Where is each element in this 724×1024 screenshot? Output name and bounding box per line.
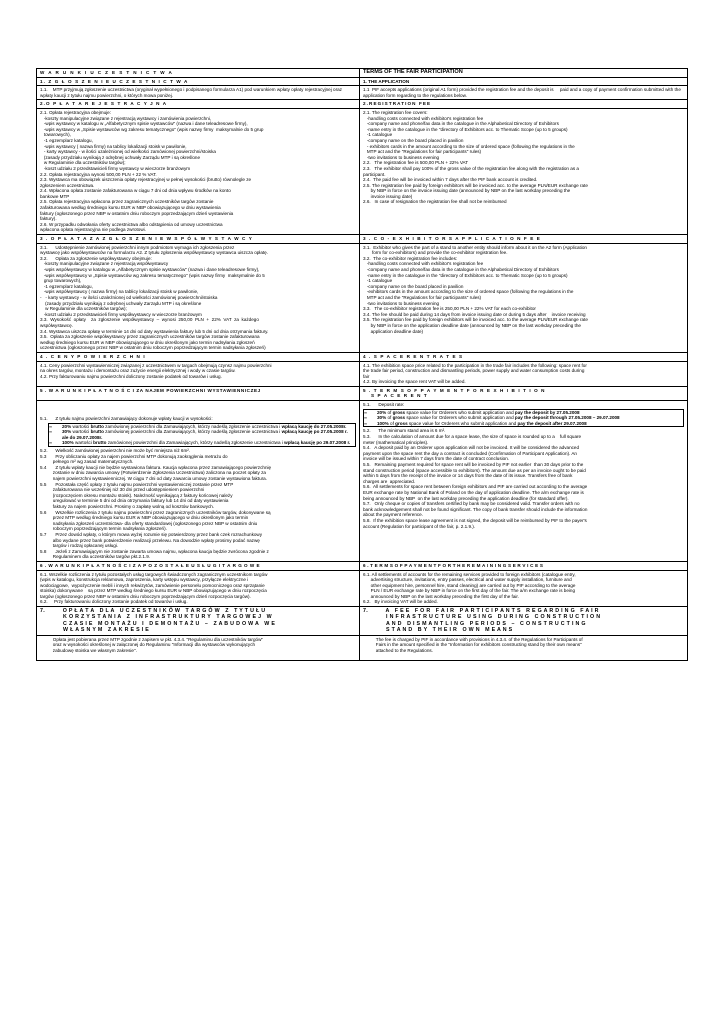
header-en: TERMS OF THE FAIR PARTICIPATION: [360, 69, 688, 78]
s3-body-pl: [37, 243, 360, 352]
text-line: 5.7. Only cheque or copies of transfers certified by bank may be considered valid. Transfer orders with no: [363, 501, 580, 507]
text-line: being announced by NBP on the last workday preceding the application deadline (for standard offer).: [363, 495, 569, 501]
text-line: invoice will be issued within 7 days from the date of contract conclusion.: [363, 456, 510, 462]
text-line: fair: [363, 373, 370, 379]
text-line: 2.3. Wystawca ma obowiązek uiszczenia opłaty rejestracyjnej w pełnej wysokości (brutto) równolegle ze: [40, 177, 252, 183]
s5-en-bullets: [363, 409, 684, 428]
s5-body-en: [360, 401, 688, 562]
s6-title-pl: 6 . W A R U N K I P Ł A T N O Ś C I Z A P O Z O S T A Ł E U S Ł U G I T A R G O W E: [37, 561, 360, 570]
text-line: najem powierzchni wystawienniczej. W ciągu 7 dni od daty zawarcia umowy zostanie wystawiona faktura.: [40, 476, 267, 481]
text-line: 5.2. The minimum stand area is 6 m².: [363, 428, 446, 434]
text-line: 3.2. The co-exhibitor registration fee includes:: [363, 255, 458, 261]
text-line: -koszty manipulacyjne związane z rejestracją wystawcy i zamówienia powierzchni,: [40, 115, 212, 121]
text-line: -name entry in the catalogue in the "directory of Exhibitors acc. to Thematic Scope (up to 5 groups): [363, 272, 568, 278]
text-line: zgłoszeniem uczestnictwa.: [40, 182, 95, 188]
text-line: towarowych),: [40, 132, 71, 138]
text-line: 6.1. Wszelkie rozliczenia z tytułu pozostałych usług targowych świadczonych zagranicznym uczestnikom targów: [40, 571, 268, 577]
text-line: -wpis wystawcy w katalogu w „Alfabetycznym spisie wystawców" (nazwa i dane teleadresowe firmy),: [40, 121, 248, 127]
s5-title-en: [360, 386, 688, 400]
s5-pl-bullets: [48, 423, 356, 447]
text-line: -handling costs connected with exhibitor's registration fee: [363, 115, 484, 121]
text-line: about the payment reference.: [363, 512, 424, 518]
s5-body-pl: [37, 401, 360, 562]
text-line: 2.6. In case of resignation the registration fee shall not be reimbursed: [363, 199, 507, 205]
text-line: within 5 days from the receipt of the invoice or 14 days from the date of its issue. Transfers free of bank: [363, 473, 573, 479]
text-line: S T A N D B Y T H E I R O W N M E A N S: [363, 627, 513, 634]
text-line: C Z A S I E M O N T A Ż U I D E M O N T A Ż U – Z A B U D O W A W E: [40, 620, 276, 627]
text-line: meter (mathematical principles).: [363, 439, 429, 445]
text-line: -1 egzemplarz katalogu,: [40, 283, 93, 289]
text-line: 5.6. All settlements for space rent between foreign exhibitors and PIF are carried out according to the average: [363, 484, 588, 490]
bullet-marker: ∞: [364, 420, 368, 426]
text-line: (wpis w katalogu, konstrukcja reklamowa, zaproszenia, karty wstępu wystawcy, przyłącze elektryczne i: [40, 577, 249, 583]
text-line: 5.4 Z tytułu wpłaty kaucji nie będzie wystawiona faktura. Kaucja wpłacona przez zamawiającego powierzchnię: [40, 464, 272, 470]
text-line: 3.4. The fee should be paid during 14 days from invoice issuing date or during 5 days after invoice receiving: [363, 311, 586, 317]
text-line: -wpis współwystawcy w „Spisie wystawców wg zakresu tematycznego" (wpis nazwy firmy maksymalnie do 5: [40, 272, 265, 278]
text-line: 3.2. Opłata za zgłoszenie współwystawcy obejmuje:: [40, 255, 152, 261]
text-line: 4.2. By invoicing the space rent VAT will be added.: [363, 379, 466, 385]
text-line: bank acknowledgement shall not be found significant. The copy of bank transfer should include the information: [363, 506, 588, 512]
s5-title-en-line2: S P A C E R E N T: [371, 393, 428, 399]
s7-body-en: [360, 635, 688, 660]
s2-body-row: [37, 108, 688, 234]
text-line: by NBP in force on the invoice issuing date (announced by NBP on the last workday preceding the: [363, 188, 571, 194]
text-line: -koszty manipulacyjne związane z rejestracją współwystawcy: [40, 261, 169, 267]
bullet-marker: ∞: [49, 429, 53, 435]
text-line: roboczym poprzedzającym termin nadsyłania zgłoszeń).: [40, 526, 167, 532]
text-line: Fairs in the amount specified in the "Information for exhibitors constructing stand by their own means": [363, 642, 582, 648]
text-line: account (Regulation for participant of the fair, p. 2.1.9.).: [363, 523, 476, 529]
s5-en-lines: [363, 428, 684, 529]
deposit-bullet: [364, 421, 683, 427]
s3-title-en: 3 . C O - E X H I B I T O R S A P P L I C A T I O N F E E: [360, 235, 688, 244]
bullet-marker: ∞: [49, 423, 53, 429]
text-line: 4.1. The exhibition space price related to the participation in the trade fair includes the following: space rent for: [363, 362, 587, 368]
text-line: 5.5. Remaining payment required for space rent will be invoiced by PIF not earlier than 30 days prior to the: [363, 462, 584, 467]
text-line: 5.7 Przez dowód wpłaty, o którym mowa wyżej rozumie się potwierdzony przez bank czek rozrachunkowy: [40, 531, 263, 537]
text-line: -two invitations to business evening: [363, 154, 440, 160]
text-line: application deadline date): [363, 328, 424, 334]
s1-body-pl: [37, 86, 360, 100]
deposit-bullet: [49, 440, 355, 446]
text-line: -koszt udziału 2 przedstawicieli firmy wystawcy w wieczorze branżowym: [40, 165, 191, 171]
text-line: zabudowę stoiska we własnym zakresie".: [40, 647, 137, 653]
text-line: -1 egzemplarz katalogu,: [40, 137, 93, 143]
text-line: 2.5. The registration fee paid by foreign exhibitors will be invoiced acc. to the average PLN/EUR exchange rate: [363, 182, 588, 188]
text-line: -name entry in the catalogue in the "directory of Exhibitors acc. to Thematic Scope (up to 5 groups): [363, 126, 568, 132]
text-line: EUR exchange rate by National Bank of Poland on the day of application deadline. The a/m exchange rate is: [363, 489, 584, 495]
s4-title-row: [37, 352, 688, 361]
s2-title-en: 2.REGISTRATION FEE: [360, 100, 688, 109]
text-line: 2.5. Opłata rejestracyjna wpłacona przez zagranicznych uczestników targów zostanie: [40, 199, 214, 205]
text-line: - exhibitors cards in the amount according to the size of ordered space (following the regulations in the: [363, 143, 575, 149]
text-line: targów i rodzaj opłacanej usługi.: [40, 543, 119, 549]
text-line: 7. O P Ł A T A D L A U C Z E S T N I K Ó W T A R G Ó W Z T Y T U Ł U: [40, 608, 266, 615]
text-line: uregulować w terminie 5 dni od dnia otrzymania faktury lub 14 dni od daty wystawienia: [40, 498, 229, 504]
text-line: participant.: [363, 171, 386, 177]
s4-body-pl: [37, 361, 360, 386]
text-line: 3.1. Exhibitor who gives the part of a stand to another entity should inform about it on the A2 form (Application: [363, 244, 587, 250]
text-line: -wpis wystawcy w „Spisie wystawców wg zakresu tematycznego" (wpis nazwy firmy maksymalnie do 5 grup: [40, 126, 264, 132]
text-line: nadsyłania zgłoszeń uczestnictwa- dla oferty standardowej (ogłoszonego przez NBP w ostatnim dniu: [40, 520, 258, 526]
text-line: w Regulaminie dla uczestników targów);: [40, 160, 126, 166]
text-line: -two invitations to business evening: [363, 300, 440, 306]
s7-title-pl: [37, 607, 360, 636]
terms-document: [36, 68, 687, 661]
text-line: form for co-exhibitors) and provide the co-exhibitor registration fee.: [363, 250, 508, 256]
text-line: -wpis współwystawcy w katalogu w „Alfabetycznym spisie wystawców" (nazwa i dane teleadresowe firmy),: [40, 267, 260, 272]
text-line: -exhibitors cards in the amount according to the size of ordered space (following the regulations in the: [363, 289, 574, 295]
text-line: -1 catalogue: [363, 132, 393, 138]
text-line: (zasady przydziału wynikają z odrębnej uchwały Zarządu MTP i są określone: [40, 300, 202, 306]
s1-pl-text: 1.1. MTP przyjmują zgłoszenie uczestnictwa (oryginał wypełnionego i podpisanego formularza A1) pod warunkiem wpłaty opłaty rejestracyjnej oraz wpłaty kaucji z tytułu najmu powierzchni, o których mowa poniżej.: [40, 87, 344, 98]
s4-title-pl: 4 . C E N Y P O W I E R Z C H N I: [37, 352, 360, 361]
s3-body-row: [37, 243, 688, 352]
deposit-bullet: [49, 429, 355, 440]
bullet-text: 100% wartości brutto zamówionej powierzchni dla Zamawiających, którzy nadeślą zgłoszenie uczestnictwa i wpłacą kaucję po 29.07.2008 r.: [62, 440, 351, 446]
text-line: -company name and phone/fax data in the catalogue in the Alphabetical Directory of Exhibitors: [363, 267, 559, 272]
s1-title-pl: 1. Z G Ł O S Z E N I E U C Z E S T N I C T W A: [37, 77, 360, 86]
s4-title-en: 4 . S P A C E R E N T R A T E S: [360, 352, 688, 361]
text-line: albo wydane przez bank potwierdzenie realizacji przelewu. Na dowodzie wpłaty prosimy podać nazwę: [40, 537, 260, 543]
s7-title-row: [37, 607, 688, 636]
text-line: 5.3. In the calculation of amount due for a space lease, the size of space is rounded up to a full square: [363, 434, 582, 440]
text-line: pełnego m² wg zasad matematycznych.: [40, 459, 134, 465]
text-line: 6.2. Przy fakturowaniu doliczony zostanie podatek od towarów i usług.: [40, 599, 188, 605]
text-line: announced by NBP on the last workday preceding the first day of the fair.: [363, 593, 519, 599]
text-line: - - karty wystawcy - w ilości uzależnionej od wielkości zamówionej powierzchni/stoiska: [40, 294, 218, 300]
s7-title-en: [360, 607, 688, 636]
text-line: 3.4. Wystawca uiszcza opłatę w terminie 14 dni od daty wystawienia faktury lub 5 dni od dnia otrzymania faktury.: [40, 328, 269, 334]
text-line: stoiska) dokonywane są przez MTP według średniego kursu EUR w NBP obowiązującego w dniu rozpoczęcia: [40, 588, 267, 594]
text-line: wodociągowe, wypożyczenie mebli i innych rekwizytów, zamówienie personelu pomocniczego oraz sprzątanie: [40, 582, 265, 588]
text-line: 4.2. Przy fakturowaniu najmu powierzchni doliczony zostanie podatek od towarów i usług.: [40, 373, 222, 379]
s1-body-en: [360, 86, 688, 100]
s1-en-text: 1.1 PIF accepts applications (original A1 form) provided the registration fee and the deposit is paid and a copy of payment confirmation submitted with the application form regarding to the regulations below.: [363, 87, 683, 98]
text-line: Opłata jest pobierana przez MTP zgodnie z zapisem w pkt. 4.3.4. "Regulaminu dla uczestników targów": [40, 636, 264, 642]
text-line: współwystawcę.: [40, 322, 73, 328]
s2-title-pl: 2.O P Ł A T A R E J E S T R A C Y J N A: [37, 100, 360, 109]
text-line: the trade fair period, construction and dismantling periods, power supply and water consumption costs during: [363, 368, 585, 374]
s6-body-row: [37, 570, 688, 607]
text-line: 6.2. By invoicing VAT will be added.: [363, 599, 438, 605]
text-line: attached to the Regulations.: [363, 647, 433, 653]
s2-body-en: [360, 108, 688, 234]
s5-pl-lines: [40, 448, 356, 560]
text-line: 3.5. Opłata za zgłoszenie współwystawcy przez zagranicznych uczestników targów zostanie zafakturowana: [40, 334, 260, 340]
s1-body-row: [37, 86, 688, 100]
text-line: 2.1. Opłata rejestracyjna obejmuje:: [40, 109, 111, 115]
text-line: w Regulaminie dla uczestników targów);: [40, 306, 127, 312]
text-line: grup towarowych),: [40, 278, 82, 284]
text-line: 2.6. W przypadku odwołania oferty uczestnictwa albo odstąpienia od umowy uczestnictwa: [40, 221, 223, 227]
s5-body-row: [37, 401, 688, 562]
text-line: -company name on the board placed in pavilion: [363, 283, 464, 289]
text-line: faktury za najem powierzchni. Prosimy o zapłatę wolną od kosztów bankowych.: [40, 503, 215, 509]
s1-title-row: [37, 77, 688, 86]
text-line: 5.5 Pozostała część opłaty z tytułu najmu powierzchni wystawienniczej zostanie przez MTP: [40, 481, 234, 487]
text-line: 5.6 Wszelkie rozliczenia z tytułu najmu powierzchni przez zagranicznych uczestników targów, dokonywane są: [40, 509, 271, 515]
text-line: advertising structure, invitations, entry passes, electrical and water supply installation, furniture and: [363, 577, 572, 583]
text-line: A N D D I S M A N T L I N G P E R I O D S – C O N S T R U C T I N G: [363, 620, 586, 627]
text-line: wpłacona opłata rejestracyjna nie podlega zwrotowi.: [40, 227, 146, 233]
text-line: -1 catalogue: [363, 278, 393, 284]
s3-body-en: [360, 243, 688, 352]
text-line: faktury).: [40, 216, 57, 222]
bullet-text: 20% wartości brutto zamówionej powierzchni dla Zamawiających, którzy nadeślą zgłoszenie uczestnictwa i wpłacą kaucję do 27.05.2008r.: [62, 423, 347, 429]
text-line: 3.1. Udostępnienie zamówionej powierzchni innym podmiotom wymaga ich zgłoszenia przez: [40, 244, 235, 250]
text-line: 7. A F E E F O R F A I R P A R T I C I P A N T S R E G A R D I N G F A I R: [363, 608, 599, 615]
s5-title-pl: 5 . W A R U N K I P Ł A T N O Ś C I ZA NAJEM POWIERZCHNI WYSTAWIENNICZEJ: [37, 386, 360, 400]
text-line: 3.3. The co-exhibitor registration fee is 250,00 PLN + 22% VAT for each co-exhibitor: [363, 306, 536, 312]
text-line: 2.2. Opłata rejestracyjna wynosi 500,00 PLN + 22 % VAT.: [40, 171, 157, 177]
text-line: przez MTP według średniego kursu EUR w NBP obowiązującego w dniu określonym jako termin: [40, 515, 249, 521]
text-line: uczestnictwa (ogłoszonego przez NBP w ostatnim dniu roboczym poprzedzającym termin nadsyłania zgłoszeń): [40, 345, 266, 351]
bullet-marker: ∞: [364, 415, 368, 421]
bullet-text: 20% of gross space value for Orderers who submit application and pay the deposit by 27.05.2008: [377, 409, 580, 415]
text-line: -koszt udziału 2 przedstawicieli firmy współwystawcy w wieczorze branżowym: [40, 311, 202, 317]
bullet-marker: ∞: [364, 409, 368, 415]
text-line: K O R Z Y S T A N I A Z I N F R A S T R U K T U R Y T A R G O W E J W: [40, 614, 272, 621]
bullet-text: 100% of gross space value for Orderers who submit application and pay the deposit after 29.07.2008: [377, 420, 587, 426]
text-line: oraz w wysokości określonej w załączonej do Regulaminu "Informacji dla wystawców wykonujących: [40, 642, 256, 648]
s5-title-en-line1: 5 . T E R M S O F P A Y M E N T F O R E X H I B I T I O N: [363, 387, 546, 393]
text-line: według średniego kursu EUR w NBP obowiązującego w dniu określonym jako termin nadsyłania zgłoszeń: [40, 339, 255, 345]
s1-title-en: 1. THE APPLICATION: [360, 77, 688, 86]
text-line: 2.4. Wpłacona opłata zostanie zafakturowana w ciągu 7 dni od dnia wpływu środków na konto: [40, 188, 231, 194]
text-line: by NBP in force on the application deadline date (announced by NBP on the last workday preceding the: [363, 322, 581, 328]
text-line: 6.1. All settlements of accounts for the remaining services provided to foreign exhibitors (catalogue entry,: [363, 571, 576, 577]
s6-title-en: 6 . T E R M S O F P A Y M E N T F O R T H E R E M A I N I N G S E R V I C E S: [360, 561, 688, 570]
text-line: MTP act and the "Regulations for fair participants" rules): [363, 294, 482, 300]
s5-pl-intro: 5.1. Z tytułu najmu powierzchni zamawiający dokonuje wpłaty kaucji w wysokości:: [40, 416, 213, 422]
text-line: charges are appreciated.: [363, 478, 416, 484]
text-line: stand construction period (space accessible to exhibitors). The amount due as per an invoice ought to be paid: [363, 467, 586, 473]
text-line: -company name on the board placed in pavilion: [363, 137, 464, 143]
text-line: targów (ogłoszonego przez NBP w ostatnim dniu roboczym poprzedzającym dzień rozpoczęcia targów).: [40, 593, 251, 599]
text-line: 5.8. If the exhibition space lease agreement is not signed, the deposit will be reimbursed by PIF to the payer's: [363, 517, 587, 523]
text-line: invoice issuing date): [363, 193, 413, 199]
s2-body-pl: [37, 108, 360, 234]
bullet-text: 30% wartości brutto zamówionej powierzchni dla Zamawiających, którzy nadeślą zgłoszenie uczestnictwa i wpłacą kaucję po 27.05.2008 r. ale do 29.07.2008r.: [62, 429, 348, 440]
text-line: wystawcę jako współwystawców na formularzu A2. Z tytułu zgłoszenia współwystawcy wystawca uiszcza opłatę.: [40, 250, 268, 256]
s6-body-en: [360, 570, 688, 607]
text-line: The fee is charged by PIF in accordance with provisions in 4.3.4. of the Regulations for Participants of: [363, 636, 583, 642]
text-line: other equipment hire, personnel hire, stand cleaning) are carried out by PIF according to the average: [363, 582, 576, 588]
text-line: 5.4. A deposit paid by an Orderer upon application will not be invoiced. It will be considered the advanced: [363, 445, 580, 451]
s4-body-en: [360, 361, 688, 386]
header-pl: W A R U N K I U C Z E S T N I C T W A: [37, 69, 360, 78]
text-line: zafakturowana nie wcześniej niż 30 dni przed udostępnieniem powierzchni: [40, 487, 205, 493]
text-line: (zasady przydziału wynikają z odrębnej uchwały Zarządu MTP i są określone: [40, 154, 201, 160]
s4-body-row: [37, 361, 688, 386]
bullet-marker: ∞: [49, 440, 53, 446]
s2-title-row: [37, 100, 688, 109]
text-line: -company name and phone/fax data in the catalogue in the Alphabetical Directory of Exhibitors: [363, 121, 559, 127]
s7-body-pl: [37, 635, 360, 660]
text-line: (rozpoczęciem okresu montażu stoisk). Należność wynikającą z faktury końcowej należy: [40, 492, 233, 498]
s5-title-row: [37, 386, 688, 400]
text-line: -wpis wystawcy ( nazwa firmy) na tablicy lokalizacji stoisk w pawilonie,: [40, 143, 187, 149]
text-line: 4.1. Ceny powierzchni wystawienniczej związanej z uczestnictwem w targach obejmują czynsz najmu powierzchni: [40, 362, 272, 368]
text-line: MTP act and the "Regulations for fair participants" rules): [363, 149, 482, 155]
text-line: 2.3. The exhibitor shall pay 100% of the gross value of the registration fee along with the registration as a: [363, 165, 579, 171]
s6-title-row: [37, 561, 688, 570]
s3-title-pl: 3 . O P Ł A T A Z A Z G Ł O S Z E N I E W S P Ó Ł W Y S T A W C Y: [37, 235, 360, 244]
text-line: Regulaminem dla uczestników targów pkt.2.1.9.: [40, 554, 151, 560]
text-line: 2.2. The registration fee is 500,00 PLN + 22% VAT: [363, 160, 469, 166]
bullet-text: 30% of gross space value for Orderers who submit application and pay the deposit through 27.05.2008 – 29.07.2008: [377, 415, 620, 421]
text-line: 5.8 Jeżeli z Zamawiającym nie zostanie zawarta umowa najmu, wpłacona kaucja będzie zwrócona zgodnie z: [40, 548, 269, 554]
text-line: faktury (ogłoszonego przez NBP w ostatnim dniu roboczym poprzedzającym dzień wystawienia: [40, 210, 234, 216]
text-line: - karty wystawcy - w ilości uzależnionej od wielkości zamówionej powierzchni/stoiska: [40, 149, 216, 155]
text-line: 5.2. Wielkość zamówionej powierzchni nie może być mniejsza niż 6m².: [40, 448, 191, 454]
text-line: payment upon the space rent the day a contract is concluded (Confirmation of Participant Application). An: [363, 450, 577, 456]
s7-body-row: [37, 635, 688, 660]
terms-table: [36, 68, 688, 661]
text-line: 5.3 Przy obliczaniu opłaty za najem powierzchni MTP dokonują zaokrąglenia metrażu do: [40, 453, 228, 459]
text-line: zostanie w dniu zawarcia umowy (Potwierdzenie Zgłoszenia Uczestnictwa) zaliczona na poczet opłaty za: [40, 470, 266, 476]
text-line: W Ł A S N Y M Z A K R E S I E: [40, 627, 150, 634]
text-line: PLN / EUR exchange rate by NBP in force on the first day of the fair. The a/m exchange rate is being: [363, 588, 576, 594]
header-row: [37, 69, 688, 78]
text-line: 2.1. The registration fee covers:: [363, 109, 428, 115]
text-line: bankowe MTP: [40, 193, 70, 199]
text-line: -wpis współwystawcy ( nazwa firmy) na tablicy lokalizacji stoisk w pawilonie,: [40, 289, 199, 295]
text-line: I N F R A S T R U C T U R E U S I N G D U R I N G C O N S T R U C T I O N: [363, 614, 601, 621]
text-line: -handling costs connected with exhibitor's registration fee: [363, 261, 484, 267]
text-line: na okres targów, montażu i demontażu oraz zużycie energii elektrycznej i wody w czasie targów.: [40, 368, 236, 374]
s3-title-row: [37, 235, 688, 244]
text-line: 3.3. Wysokość opłaty za zgłoszenie współwystawcy – wynosi 250,00 PLN + 22% VAT za każdego: [40, 317, 259, 323]
text-line: 3.5. The registration fee paid by foreign exhibitors will be invoiced acc. to the average PLN/EUR exchange rate: [363, 317, 588, 323]
text-line: 2.4. The paid fee will be invoiced within 7 days after the PIF bank account is credited.: [363, 177, 538, 183]
s5-en-intro: 5.1. Deposit rate:: [363, 402, 405, 408]
s6-body-pl: [37, 570, 360, 607]
text-line: zafakturowana według średniego kursu EUR w NBP obowiązującego w dniu wystawienia: [40, 205, 221, 211]
